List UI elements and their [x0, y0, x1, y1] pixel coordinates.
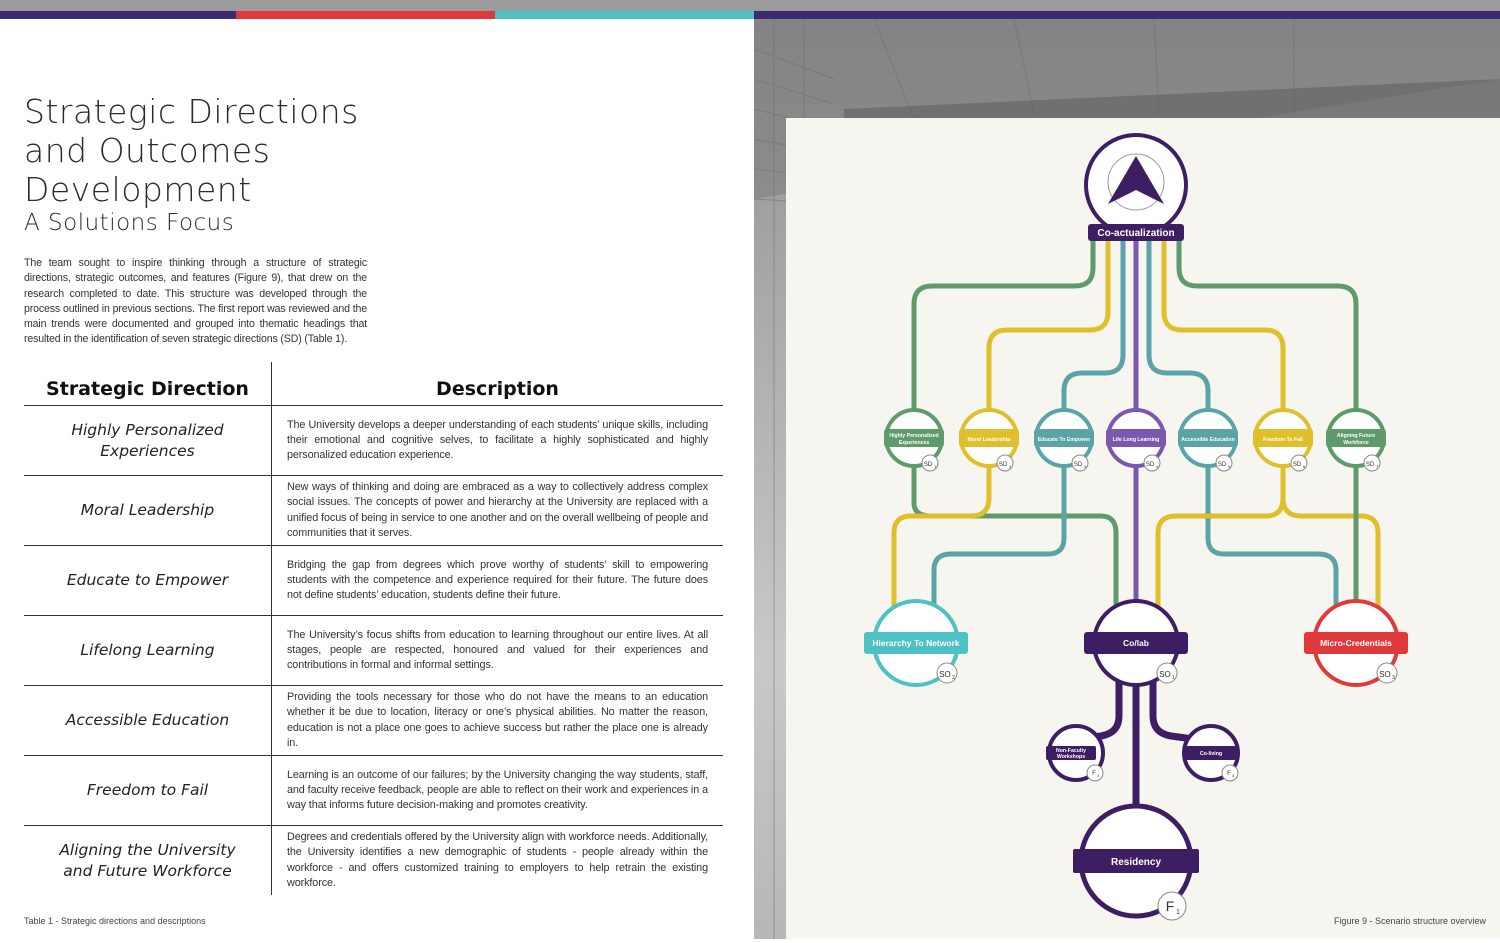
connector-sd5-to-so3 — [1208, 468, 1336, 606]
diagram-connectors — [894, 238, 1378, 808]
table-row — [24, 406, 723, 476]
so-node-label: Co/lab — [1123, 638, 1149, 648]
feature-node-label: Workshops — [1056, 754, 1086, 760]
feature-node-label: Co-living — [1199, 751, 1223, 757]
feature-badge-sub: 2 — [1097, 773, 1100, 778]
table-row — [24, 546, 723, 616]
description-cell: Bridging the gap from degrees which prove worthy of students’ skill to empowering students with the competence and experience required for their future. The future does not define students’ education, students define their future. — [272, 546, 724, 616]
so-node-label: Micro-Credentials — [1320, 638, 1392, 648]
sd-node-label: Experiences — [898, 440, 930, 446]
feature-badge-code: F — [1165, 898, 1175, 914]
sd-badge-code: SD — [998, 462, 1008, 468]
table-header-row — [24, 362, 723, 406]
title-line-1: Strategic Directions — [24, 92, 359, 131]
feature-badge-code: F — [1227, 771, 1231, 777]
sd-badge-sub: 2 — [1009, 464, 1012, 469]
sd-node-label: Moral Leadership — [967, 437, 1011, 443]
feature-badge-sub: 1 — [1176, 909, 1180, 916]
description-cell: The University’s focus shifts from education to learning throughout our entire lives. At all stages, people are respected, honoured and valued for their experiences and contributions in formal and informal settings. — [272, 616, 724, 686]
figure-panel — [786, 118, 1500, 939]
column-header-direction: Strategic Direction — [24, 362, 272, 406]
feature-node-label: Residency — [1110, 857, 1162, 868]
description-cell: Providing the tools necessary for those who do not have the means to an education whether it be due to location, literacy or one’s physical abilities. No matter the reason, education is not a place one goes to achieve success but rather the place one is already in. — [272, 686, 724, 756]
direction-cell: Accessible Education — [24, 686, 272, 756]
scenario-structure-diagram — [786, 118, 1500, 939]
figure-caption: Figure 9 - Scenario structure overview — [1333, 916, 1486, 926]
connector-sd2-to-so2 — [894, 468, 989, 606]
sd-badge-sub: 4 — [1156, 464, 1159, 469]
sd-badge-sub: 3 — [1084, 464, 1087, 469]
bar-segment-red — [236, 11, 495, 19]
column-header-description: Description — [272, 362, 724, 406]
sd-badge-code: SD — [1292, 462, 1302, 468]
so-badge-sub: 3 — [1392, 675, 1395, 681]
so-badge-sub: 2 — [952, 675, 955, 681]
so-badge-code: SO — [1379, 670, 1391, 679]
title-line-2: and Outcomes — [24, 131, 271, 170]
feature-badge-sub: 3 — [1232, 773, 1235, 778]
description-cell: Degrees and credentials offered by the University align with workforce needs. Additionally, the University identifies a new demographic of students - people already within the workforce - and offers customized training to employers to help retrain the existing workforce. — [287, 831, 708, 889]
sd-badge-sub: 5 — [1228, 464, 1231, 469]
bar-segment-purple — [0, 11, 236, 19]
sd-node-label: Freedom To Fail — [1263, 437, 1303, 443]
table-row — [24, 826, 723, 896]
sd-node-label: Educate To Empower — [1037, 437, 1091, 443]
sd-node-label: Life Long Learning — [1112, 437, 1160, 443]
page-subtitle: A Solutions Focus — [24, 210, 235, 236]
connector-sd6-to-so3 — [1283, 468, 1378, 606]
top-color-bar — [0, 0, 1500, 19]
description-cell: The University develops a deeper understanding of each students’ unique skills, including their emotional and cognitive selves, to facilitate a highly sophisticated and highly personalized education experience. — [272, 406, 724, 476]
top-grey-strip — [0, 0, 1500, 11]
so-badge-code: SO — [1159, 670, 1171, 679]
sd-node-label: Accessible Education — [1181, 437, 1235, 443]
so-badge-sub: 1 — [1172, 675, 1175, 681]
so-badge-code: SO — [939, 670, 951, 679]
bar-segment-purple-right — [754, 11, 1500, 19]
page-title — [24, 92, 359, 209]
sd-badge-code: SD — [1365, 462, 1375, 468]
sd-node-label: Aligning Future — [1336, 433, 1376, 439]
table-row — [24, 686, 723, 756]
direction-cell: Lifelong Learning — [24, 616, 272, 686]
description-cell: Learning is an outcome of our failures; by the University changing the way students, staff, and faculty receive feedback, people are able to reflect on their work and experiences in a way that informs future decision-making and promotes creativity. — [272, 756, 724, 826]
direction-cell: Aligning the University and Future Workforce — [24, 826, 272, 896]
sd-badge-sub: 1 — [934, 464, 937, 469]
sd-badge-code: SD — [923, 462, 933, 468]
sd-badge-code: SD — [1073, 462, 1083, 468]
connector-sd1-to-so1 — [914, 468, 1116, 606]
feature-badge-code: F — [1092, 771, 1096, 777]
table-row — [24, 616, 723, 686]
direction-cell: Moral Leadership — [24, 476, 272, 546]
connector-sd6-to-so1 — [1158, 468, 1283, 606]
sd-badge-sub: 6 — [1303, 464, 1306, 469]
so-node-label: Hierarchy To Network — [872, 638, 960, 648]
direction-cell: Highly Personalized Experiences — [24, 406, 272, 476]
table-row — [24, 756, 723, 826]
connector-sd3-to-so2 — [934, 468, 1064, 606]
title-line-3: Development — [24, 170, 252, 209]
intro-paragraph: The team sought to inspire thinking through a structure of strategic directions, strategic outcomes, and features (Figure 9), that drew on the research completed to date. This structure was developed through the process outlined in previous sections. The first report was reviewed and the main trends were documented and grouped into thematic headings that resulted in the identification of seven strategic directions (SD) (Table 1). — [24, 257, 367, 346]
strategic-directions-table — [24, 362, 723, 895]
sd-badge-code: SD — [1145, 462, 1155, 468]
bar-segment-teal — [495, 11, 754, 19]
sd-node-label: Highly Personalized — [889, 433, 939, 439]
sd-badge-code: SD — [1217, 462, 1227, 468]
feature-node-label: Non-Faculty — [1056, 748, 1086, 754]
table-row — [24, 476, 723, 546]
connector-root-to-sd — [1164, 238, 1283, 408]
sd-badge-sub: 7 — [1376, 464, 1379, 469]
description-cell: New ways of thinking and doing are embraced as a way to collectively address complex social issues. The concepts of power and hierarchy at the University are replaced with a unified focus of being in service to one another and on the overall wellbeing of people and communities that it serves. — [272, 476, 724, 546]
root-label: Co-actualization — [1097, 228, 1175, 239]
table-caption: Table 1 - Strategic directions and descriptions — [24, 916, 206, 926]
connector-root-to-sd — [989, 238, 1108, 408]
sd-node-label: Workforce — [1343, 440, 1369, 446]
direction-cell: Freedom to Fail — [24, 756, 272, 826]
direction-cell: Educate to Empower — [24, 546, 272, 616]
